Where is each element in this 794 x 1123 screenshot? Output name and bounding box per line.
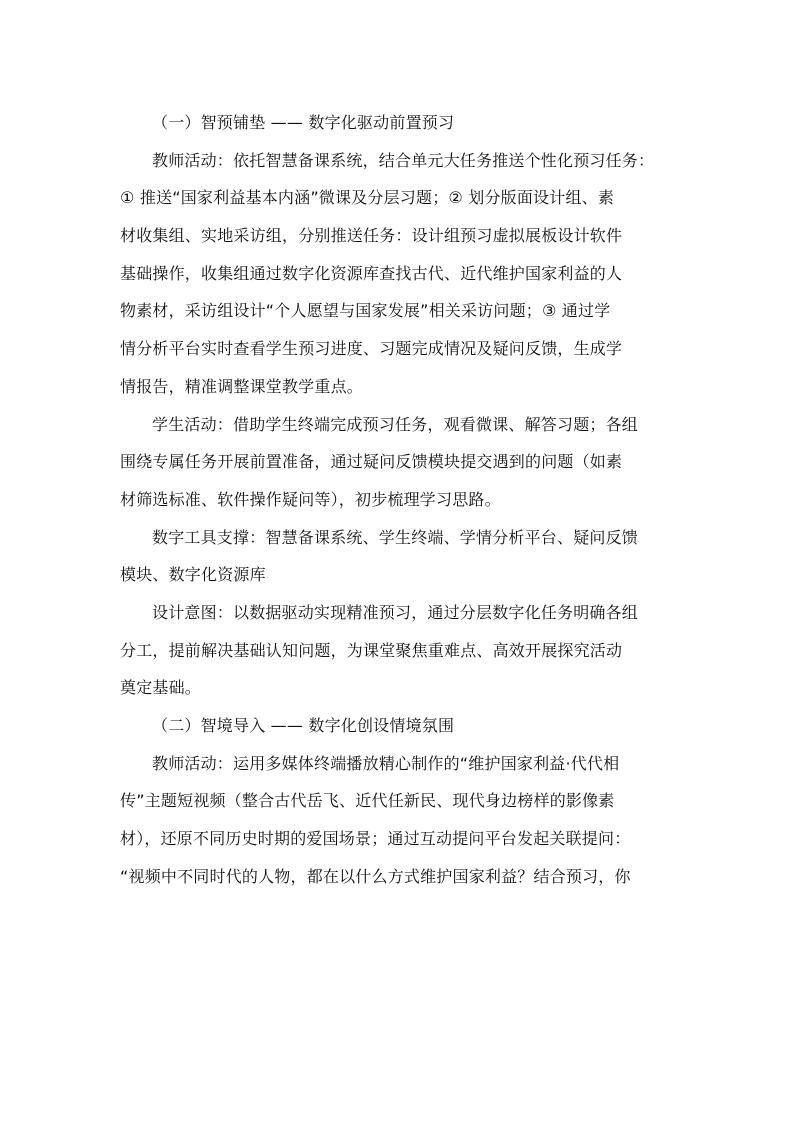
paragraph-line: 教师活动：运用多媒体终端播放精心制作的“维护国家利益·代代相 xyxy=(152,753,620,773)
paragraph-line: 教师活动：依托智慧备课系统，结合单元大任务推送个性化预习任务： xyxy=(152,150,655,170)
paragraph-line: ① 推送“国家利益基本内涵”微课及分层习题；② 划分版面设计组、素 xyxy=(120,188,615,208)
paragraph-line: 奠定基础。 xyxy=(120,678,202,698)
paragraph-line: 设计意图：以数据驱动实现精准预习，通过分层数字化任务明确各组 xyxy=(152,602,639,622)
paragraph-line: 材），还原不同历史时期的爱国场景；通过互动提问平台发起关联提问： xyxy=(120,829,631,849)
paragraph-line: 材筛选标准、软件操作疑问等），初步梳理学习思路。 xyxy=(120,489,501,509)
paragraph-line: 模块、数字化资源库 xyxy=(120,565,266,585)
paragraph-line: 物素材，采访组设计“个人愿望与国家发展”相关采访问题；③ 通过学 xyxy=(120,301,611,321)
paragraph-line: 传”主题短视频（整合古代岳飞、近代任新民、现代身边榜样的影像素 xyxy=(120,791,615,811)
paragraph-line: 分工，提前解决基础认知问题，为课堂聚焦重难点、高效开展探究活动 xyxy=(120,640,623,660)
paragraph-line: 基础操作，收集组通过数字化资源库查找古代、近代维护国家利益的人 xyxy=(120,263,623,283)
paragraph-line: 情分析平台实时查看学生预习进度、习题完成情况及疑问反馈，生成学 xyxy=(120,339,623,359)
section-heading-1: （一）智预铺垫 —— 数字化驱动前置预习 xyxy=(152,113,455,132)
paragraph-line: 围绕专属任务开展前置准备，通过疑问反馈模块提交遇到的问题（如素 xyxy=(120,452,623,472)
paragraph-line: 情报告，精准调整课堂教学重点。 xyxy=(120,376,364,396)
paragraph-line: 数字工具支撑：智慧备课系统、学生终端、学情分析平台、疑问反馈 xyxy=(152,527,639,547)
paragraph-line: 材收集组、实地采访组，分别推送任务：设计组预习虚拟展板设计软件 xyxy=(120,226,623,246)
paragraph-line: 学生活动：借助学生终端完成预习任务，观看微课、解答习题；各组 xyxy=(152,414,639,434)
section-heading-2: （二）智境导入 —— 数字化创设情境氛围 xyxy=(152,716,455,735)
paragraph-line: “视频中不同时代的人物，都在以什么方式维护国家利益？结合预习，你 xyxy=(120,866,631,886)
document-body xyxy=(120,104,682,895)
